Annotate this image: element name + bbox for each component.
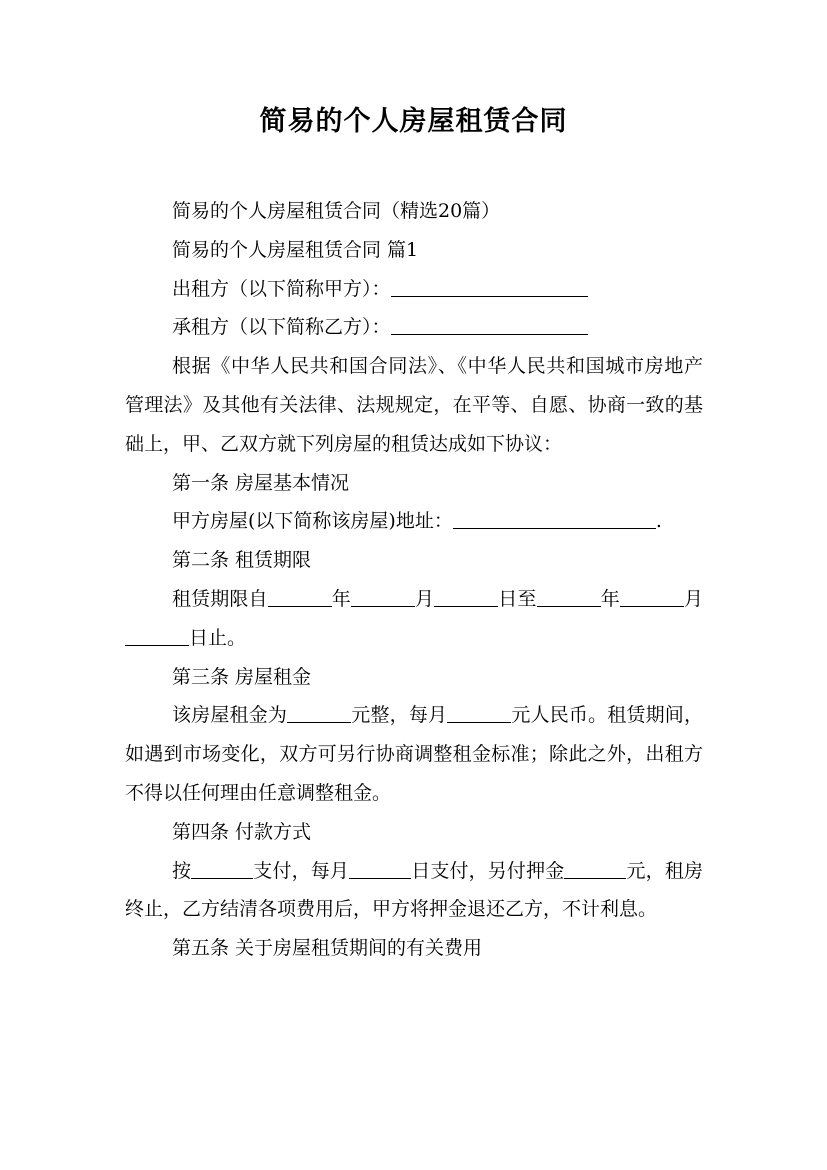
paragraph-subtitle: 简易的个人房屋租赁合同（精选20篇） [172,200,501,222]
term-blank-start-year [268,584,332,607]
address-period: . [655,510,662,533]
payment-text-3: 日支付，另付押金 [411,859,565,882]
term-blank-end-year [537,584,601,607]
rent-blank-total [287,700,351,723]
lessor-blank [391,274,588,297]
document-title: 简易的个人房屋租赁合同 [259,106,568,137]
document-body [125,192,703,968]
paragraph-payment [125,852,703,930]
paragraph-section-heading: 简易的个人房屋租赁合同 篇1 [172,238,419,261]
term-blank-end-month [620,584,684,607]
paragraph-lease-term [125,580,703,658]
rent-text-2: 元整，每月 [351,704,448,727]
payment-blank-day [349,856,411,879]
payment-text-2: 支付，每月 [253,859,350,882]
term-blank-start-month [351,584,415,607]
payment-blank-deposit [564,856,626,879]
lessee-blank [391,312,588,335]
term-text-1: 租赁期限自 [172,587,268,610]
rent-blank-monthly [447,700,511,723]
term-text-5: 年 [600,587,620,610]
rent-text-1: 该房屋租金为 [172,704,288,727]
article-5-heading: 第五条 关于房屋租赁期间的有关费用 [172,937,483,960]
term-text-2: 年 [331,587,351,610]
paragraph-rent [125,696,703,812]
paragraph-address [125,502,703,541]
lessor-label: 出租方（以下简称甲方）： [172,277,391,300]
term-blank-start-day [434,584,498,607]
article-4-heading: 第四条 付款方式 [172,820,312,843]
paragraph-preamble: 根据《中华人民共和国合同法》、《中华人民共和国城市房地产管理法》及其他有关法律、法规规定，在平等、自愿、协商一致的基础上，甲、乙双方就下列房屋的租赁达成如下协议： [125,355,703,455]
term-text-4: 日至 [498,587,537,610]
article-3-heading: 第三条 房屋租金 [172,665,312,688]
payment-text-1: 按 [172,859,192,882]
term-text-6: 月 [683,587,703,610]
term-text-7: 日止。 [189,626,247,649]
payment-blank-method [191,856,253,879]
paragraph-lessor [125,270,703,309]
lessee-label: 承租方（以下简称乙方）： [172,316,391,339]
address-blank [453,506,656,529]
article-1-heading: 第一条 房屋基本情况 [172,471,350,494]
term-text-3: 月 [414,587,435,610]
article-2-heading: 第二条 租赁期限 [172,549,312,572]
payment-text-4: 元，租房终止，乙方结清各项费用后，甲方将押金退还乙方，不计利息。 [125,859,703,921]
address-label: 甲方房屋(以下简称该房屋)地址： [172,510,453,533]
rent-text-3: 元人民币。租赁期间，如遇到市场变化，双方可另行协商调整租金标准；除此之外，出租方不得以任何理由任意调整租金。 [125,704,703,804]
paragraph-lessee [125,308,703,347]
term-blank-end-day [125,623,189,646]
